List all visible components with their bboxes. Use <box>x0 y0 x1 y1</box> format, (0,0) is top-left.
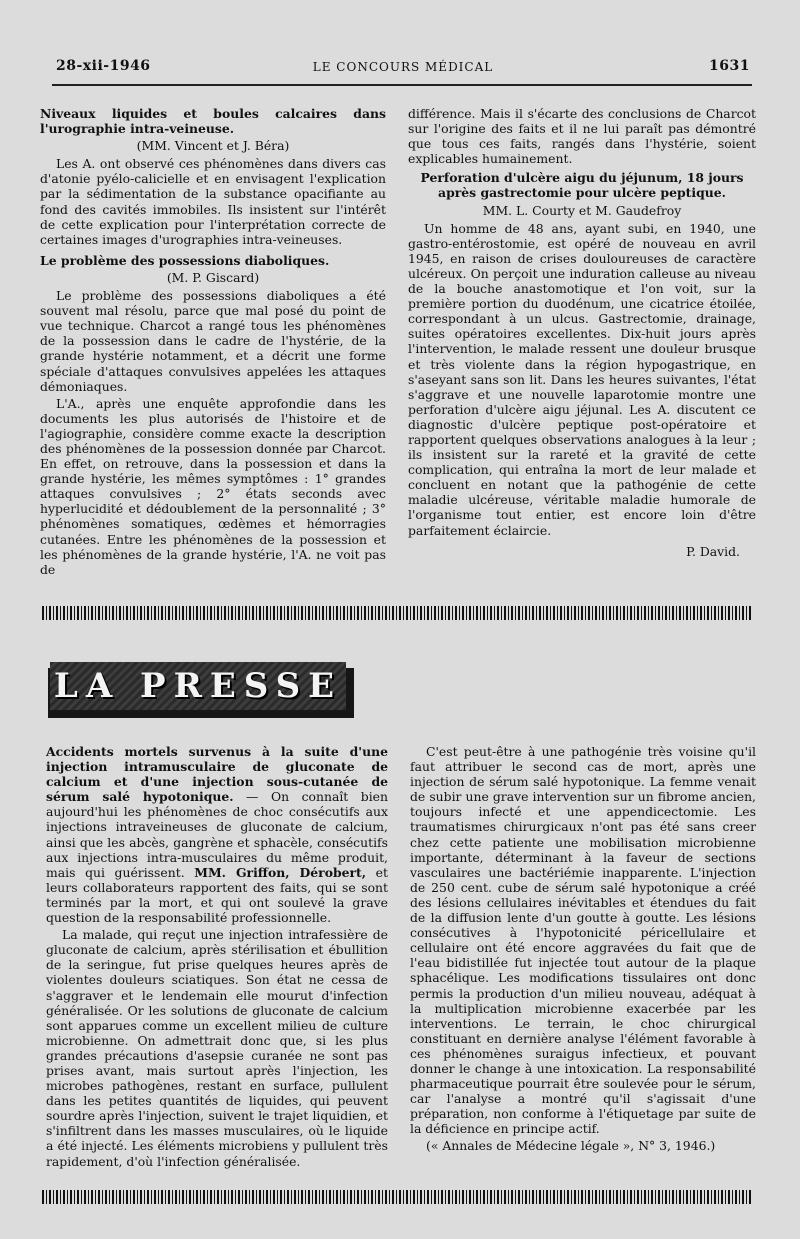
article-paragraph: Le problème des possessions diaboliques a été souvent mal résolu, parce que mal posé du point de vue technique. Charcot a rangé tous les phénomènes de la possession dans le cadre de l'hystérie, de la grande hystérie notamment, et a décrit une forme spéciale d'attaques convulsives appelées les attaques démoniaques. <box>40 288 386 394</box>
article-paragraph: L'A., après une enquête approfondie dans les documents les plus autorisés de l'histoire et de l'agiographie, considère comme exacte la description des phénomènes de la possession donnée par Charcot. En effet, on retrouve, dans la possession et dans la grande hystérie, les mêmes symptômes : 1° grandes attaques convulsives ; 2° états seconds avec hyperlucidité et dédoublement de la personnalité ; 3° phénomènes somatiques, œdèmes et hémorragies cutanées. Entre les phénomènes de la possession et les phénomènes de la grande hystérie, l'A. ne voit pas de <box>40 395 386 577</box>
article-authors: MM. L. Courty et M. Gaudefroy <box>482 202 682 218</box>
column-1 <box>40 106 386 579</box>
article-intro-cont: et leurs collaborateurs rapportent des faits, qui se sont terminés par la mort, et qui ont soulevé la grave question de la responsabilité professionnelle. <box>46 864 388 926</box>
article-paragraph: différence. Mais il s'écarte des conclusions de Charcot sur l'origine des faits et il ne lui paraît pas démontré que tous ces faits, rangés dans l'hystérie, soient explicables humainement. <box>408 106 756 167</box>
article-paragraph: La malade, qui reçut une injection intrafessière de gluconate de calcium, après stérilisation et ébullition de la seringue, fut prise quelques heures après de violentes douleurs sciatiques. Son état ne cessa de s'aggraver et le lendemain elle mourut d'infection généralisée. Or les solutions de gluconate de calcium sont apparues comme un excellent milieu de culture microbienne. On admettrait donc que, si les plus grandes précautions d'asepsie curanée ne sont pas prises avant, mais surtout après l'injection, les microbes pathogènes, restant en surface, pullulent dans les petites quantités de liquides, qui peuvent sourdre après l'injection, suivent le trajet liquidien, et s'infiltrent dans les masses musculaires, où le liquide a été injecté. Les éléments microbiens y pullulent très rapidement, d'où l'infection généralisée. <box>46 927 388 1169</box>
article-paragraph: Un homme de 48 ans, ayant subi, en 1940, une gastro-entérostomie, est opéré de nouveau en avril 1945, en raison de crises douloureuses de caractère ulcéreux. On perçoit une induration calleuse au niveau de la bouche anastomotique et l'on voit, sur la première portion du duodénum, une cicatrice étoilée, correspondant à un ulcus. Gastrectomie, drainage, suites opératoires excellentes. Dix-huit jours après l'intervention, le malade ressent une douleur brusque et très violente dans la région hypogastrique, en s'aseyant sans son lit. Dans les heures suivantes, l'état s'aggrave et une nouvelle laparotomie montre une perforation d'ulcère aigu jéjunal. Les A. discutent ce diagnostic d'ulcère peptique post-opératoire et rapportent quelques observations analogues à la leur ; ils insistent sur la rareté et la gravité de cette complication, qui entraîna la mort de leur malade et concluent en notant que la pathogénie de cette maladie ulcéreuse, véritable maladie humorale de l'organisme tout entier, est encore loin d'être parfaitement éclaircie. <box>408 220 756 538</box>
section-banner <box>50 662 346 710</box>
page-header <box>56 58 750 82</box>
column-2 <box>408 106 756 561</box>
article-title: Perforation d'ulcère aigu du jéjunum, 18 jours après gastrectomie pour ulcère peptique. <box>420 170 744 201</box>
article-signature: P. David. <box>686 543 740 559</box>
article-paragraph <box>46 744 388 925</box>
article-authors: (MM. Vincent et J. Béra) <box>136 138 290 154</box>
column-4 <box>410 744 756 1156</box>
article-intro: — On connaît bien aujourd'hui les phénomènes de choc consécutifs aux injections intraveineuses de gluconate de calcium, ainsi que les abcès, gangrène et sphacèle, consécutifs aux injections intra-musculaires du même produit, mais qui guérissent. <box>46 789 388 880</box>
section-banner-label: LA PRESSE <box>53 666 343 706</box>
article-paragraph: C'est peut-être à une pathogénie très voisine qu'il faut attribuer le second cas de mort, après une injection de sérum salé hypotonique. La femme venait de subir une grave intervention sur un fibrome ancien, toujours infecté et une appendicectomie. Les traumatismes chirurgicaux n'ont pas été sans creer chez cette patiente une mobilisation microbienne importante, déterminant à la faveur de sections vasculaires une bactériémie inapparente. L'injection de 250 cent. cube de sérum salé hypotonique a créé des lésions cellulaires inévitables et étendues du fait de la diffusion lente d'un goutte à goutte. Les lésions consécutives à l'hypotonicité péricellulaire et cellulaire ont été encore aggravées du fait que de l'eau bidistillée fut injectée tout autour de la plaque sphacélique. Les modifications tissulaires ont donc permis la production d'un milieu nouveau, adéquat à la multiplication microbienne exacerbée par les interventions. Le terrain, le choc chirurgical constituant en dernière analyse l'élément favorable à ces phénomènes suraigus infectieux, et pouvant donner le change à une intoxication. La responsabilité pharmaceutique pourrait être soulevée pour le sérum, car l'analyse a montré qu'il s'agissait d'une préparation, non conforme à l'étiquetage par suite de la déficience en principe actif. <box>410 744 756 1137</box>
article-reference: (« Annales de Médecine légale », N° 3, 1946.) <box>426 1138 716 1154</box>
section-divider <box>42 606 752 620</box>
page-number: 1631 <box>709 58 750 74</box>
header-rule <box>52 84 752 86</box>
journal-title: LE CONCOURS MÉDICAL <box>312 60 494 74</box>
column-3 <box>46 744 388 1171</box>
issue-date: 28-xii-1946 <box>56 58 151 74</box>
article-title: Niveaux liquides et boules calcaires dans l'urographie intra-veineuse. <box>40 106 386 137</box>
article-authors: MM. Griffon, Dérobert, <box>194 864 367 880</box>
article-paragraph: Les A. ont observé ces phénomènes dans divers cas d'atonie pyélo-calicielle et en envisagent l'explication par la sédimentation de la substance opacifiante au fond des cavités immobiles. Ils insistent sur l'intérêt de cette explication pour l'interprétation correcte de certaines images d'urographies intra-veineuses. <box>40 156 386 247</box>
article-authors: (M. P. Giscard) <box>166 269 260 285</box>
article-title: Accidents mortels survenus à la suite d'une injection intramusculaire de gluconate de calcium et d'une injection sous-cutanée de sérum salé hypotonique. <box>46 744 388 805</box>
article-title: Le problème des possessions diaboliques. <box>40 252 330 268</box>
section-divider <box>42 1190 752 1204</box>
